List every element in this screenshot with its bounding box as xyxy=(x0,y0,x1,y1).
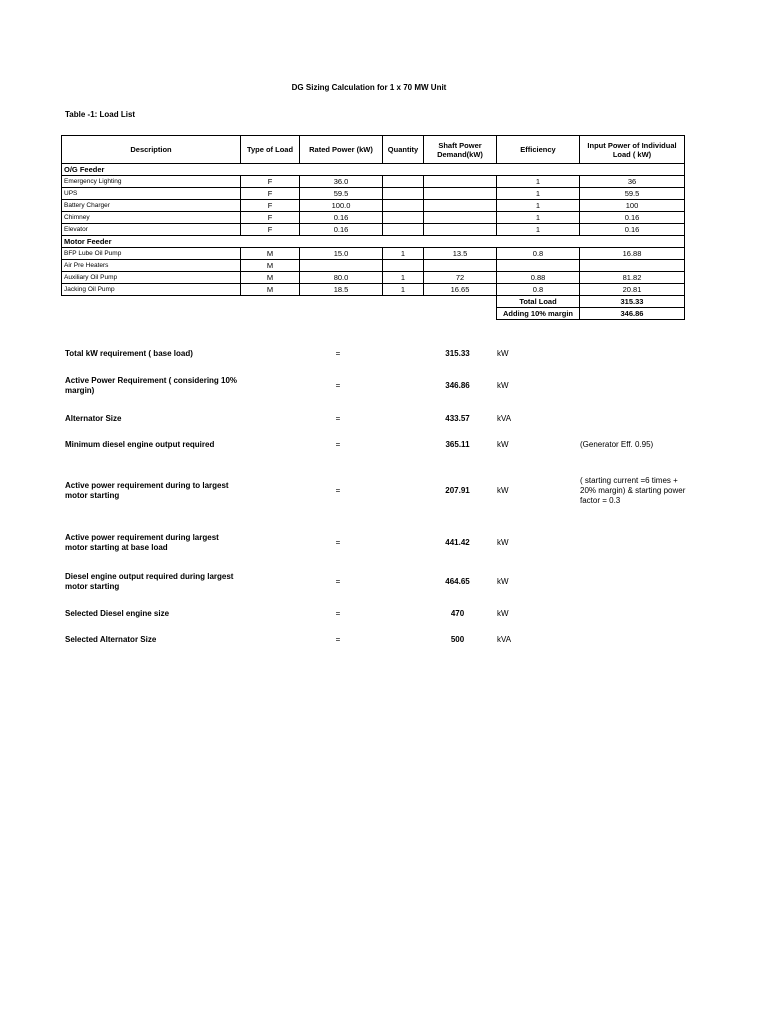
cell-rated-power: 0.16 xyxy=(300,224,383,236)
cell-efficiency xyxy=(497,260,580,272)
load-list-table xyxy=(61,135,685,320)
calc-unit: kW xyxy=(497,577,509,586)
cell-description: Chimney xyxy=(62,212,241,224)
table-row xyxy=(62,248,685,260)
cell-description: Elevator xyxy=(62,224,241,236)
cell-quantity: 1 xyxy=(383,272,424,284)
cell-quantity xyxy=(383,260,424,272)
calc-unit: kVA xyxy=(497,635,512,644)
cell-shaft-power xyxy=(424,200,497,212)
cell-type: F xyxy=(241,212,300,224)
header-cell: Quantity xyxy=(383,136,424,164)
cell-rated-power: 80.0 xyxy=(300,272,383,284)
calc-label: Minimum diesel engine output required xyxy=(65,440,215,449)
cell-input-power xyxy=(580,260,685,272)
cell-quantity xyxy=(383,200,424,212)
table-header-row xyxy=(62,136,685,164)
cell-description: Jacking Oil Pump xyxy=(62,284,241,296)
margin-value: 346.86 xyxy=(580,308,685,320)
cell-type: M xyxy=(241,272,300,284)
calc-label: Diesel engine output required during largest motor starting xyxy=(65,572,234,591)
cell-rated-power xyxy=(300,260,383,272)
cell-quantity xyxy=(383,224,424,236)
cell-quantity xyxy=(383,188,424,200)
cell-quantity: 1 xyxy=(383,284,424,296)
cell-description: UPS xyxy=(62,188,241,200)
calc-label: Selected Alternator Size xyxy=(65,635,157,644)
calc-unit: kW xyxy=(497,538,509,547)
cell-input-power: 81.82 xyxy=(580,272,685,284)
calc-value: 207.91 xyxy=(445,486,470,495)
cell-quantity xyxy=(383,176,424,188)
header-cell: Input Power of Individual Load ( kW) xyxy=(580,136,685,164)
cell-description: BFP Lube Oil Pump xyxy=(62,248,241,260)
calc-unit: kW xyxy=(497,609,509,618)
cell-quantity xyxy=(383,212,424,224)
cell-input-power: 36 xyxy=(580,176,685,188)
calc-value: 464.65 xyxy=(445,577,470,586)
calc-label: Active power requirement during to largest motor starting xyxy=(65,481,229,500)
calc-equals: = xyxy=(335,349,341,358)
header-cell: Description xyxy=(62,136,241,164)
section-title: O/G Feeder xyxy=(62,164,685,176)
calc-equals: = xyxy=(335,414,341,423)
cell-rated-power: 59.5 xyxy=(300,188,383,200)
cell-efficiency: 1 xyxy=(497,200,580,212)
cell-type: M xyxy=(241,248,300,260)
cell-shaft-power xyxy=(424,260,497,272)
cell-description: Battery Charger xyxy=(62,200,241,212)
cell-shaft-power xyxy=(424,224,497,236)
calc-value: 433.57 xyxy=(445,414,470,423)
calc-equals: = xyxy=(335,381,341,390)
section-row xyxy=(62,164,685,176)
cell-input-power: 100 xyxy=(580,200,685,212)
page-title: DG Sizing Calculation for 1 x 70 MW Unit xyxy=(291,83,447,92)
calc-equals: = xyxy=(335,538,341,547)
total-load-label: Total Load xyxy=(497,296,580,308)
calc-equals: = xyxy=(335,609,341,618)
cell-rated-power: 15.0 xyxy=(300,248,383,260)
cell-rated-power: 100.0 xyxy=(300,200,383,212)
cell-rated-power: 36.0 xyxy=(300,176,383,188)
table-row xyxy=(62,200,685,212)
calc-unit: kW xyxy=(497,381,509,390)
calc-unit: kVA xyxy=(497,414,512,423)
cell-shaft-power xyxy=(424,212,497,224)
cell-input-power: 20.81 xyxy=(580,284,685,296)
table-row xyxy=(62,176,685,188)
calc-unit: kW xyxy=(497,440,509,449)
total-load-value: 315.33 xyxy=(580,296,685,308)
calc-value: 441.42 xyxy=(445,538,470,547)
header-cell: Type of Load xyxy=(241,136,300,164)
calc-value: 315.33 xyxy=(445,349,470,358)
table-row xyxy=(62,260,685,272)
calc-value: 470 xyxy=(450,609,465,618)
cell-description: Air Pre Heaters xyxy=(62,260,241,272)
calc-label: Selected Diesel engine size xyxy=(65,609,170,618)
section-title: Motor Feeder xyxy=(62,236,685,248)
cell-shaft-power: 16.65 xyxy=(424,284,497,296)
cell-input-power: 59.5 xyxy=(580,188,685,200)
cell-quantity: 1 xyxy=(383,248,424,260)
cell-input-power: 16.88 xyxy=(580,248,685,260)
cell-type: F xyxy=(241,224,300,236)
calc-value: 346.86 xyxy=(445,381,470,390)
calc-label: Total kW requirement ( base load) xyxy=(65,349,193,358)
calc-value: 365.11 xyxy=(445,440,470,449)
calc-unit: kW xyxy=(497,486,509,495)
margin-label: Adding 10% margin xyxy=(497,308,580,320)
calc-equals: = xyxy=(335,486,341,495)
cell-efficiency: 0.8 xyxy=(497,284,580,296)
total-load-row xyxy=(62,296,685,308)
calc-value: 500 xyxy=(450,635,465,644)
header-cell: Shaft Power Demand(kW) xyxy=(424,136,497,164)
calc-label: Alternator Size xyxy=(65,414,122,423)
cell-efficiency: 1 xyxy=(497,212,580,224)
cell-type: F xyxy=(241,176,300,188)
cell-shaft-power xyxy=(424,176,497,188)
calc-equals: = xyxy=(335,577,341,586)
table-row xyxy=(62,224,685,236)
table-row xyxy=(62,188,685,200)
calc-unit: kW xyxy=(497,349,509,358)
cell-efficiency: 1 xyxy=(497,224,580,236)
cell-type: M xyxy=(241,260,300,272)
cell-rated-power: 0.16 xyxy=(300,212,383,224)
cell-type: M xyxy=(241,284,300,296)
calc-note: ( starting current =6 times + 20% margin) & starting power factor = 0.3 xyxy=(580,476,686,505)
cell-rated-power: 18.5 xyxy=(300,284,383,296)
cell-efficiency: 0.88 xyxy=(497,272,580,284)
cell-input-power: 0.16 xyxy=(580,212,685,224)
calc-equals: = xyxy=(335,635,341,644)
table-row xyxy=(62,284,685,296)
cell-type: F xyxy=(241,188,300,200)
cell-shaft-power: 13.5 xyxy=(424,248,497,260)
calc-label: Active power requirement during largest motor starting at base load xyxy=(65,533,219,552)
cell-description: Auxiliary Oil Pump xyxy=(62,272,241,284)
cell-description: Emergency Lighting xyxy=(62,176,241,188)
cell-efficiency: 1 xyxy=(497,176,580,188)
calc-label: Active Power Requirement ( considering 10% margin) xyxy=(65,376,238,395)
cell-input-power: 0.16 xyxy=(580,224,685,236)
cell-shaft-power xyxy=(424,188,497,200)
cell-shaft-power: 72 xyxy=(424,272,497,284)
section-row xyxy=(62,236,685,248)
table-row xyxy=(62,272,685,284)
header-cell: Rated Power (kW) xyxy=(300,136,383,164)
cell-efficiency: 1 xyxy=(497,188,580,200)
table-row xyxy=(62,212,685,224)
margin-row xyxy=(62,308,685,320)
table-caption: Table -1: Load List xyxy=(65,110,136,119)
calc-equals: = xyxy=(335,440,341,449)
header-cell: Efficiency xyxy=(497,136,580,164)
cell-efficiency: 0.8 xyxy=(497,248,580,260)
calc-note: (Generator Eff. 0.95) xyxy=(580,440,654,449)
cell-type: F xyxy=(241,200,300,212)
